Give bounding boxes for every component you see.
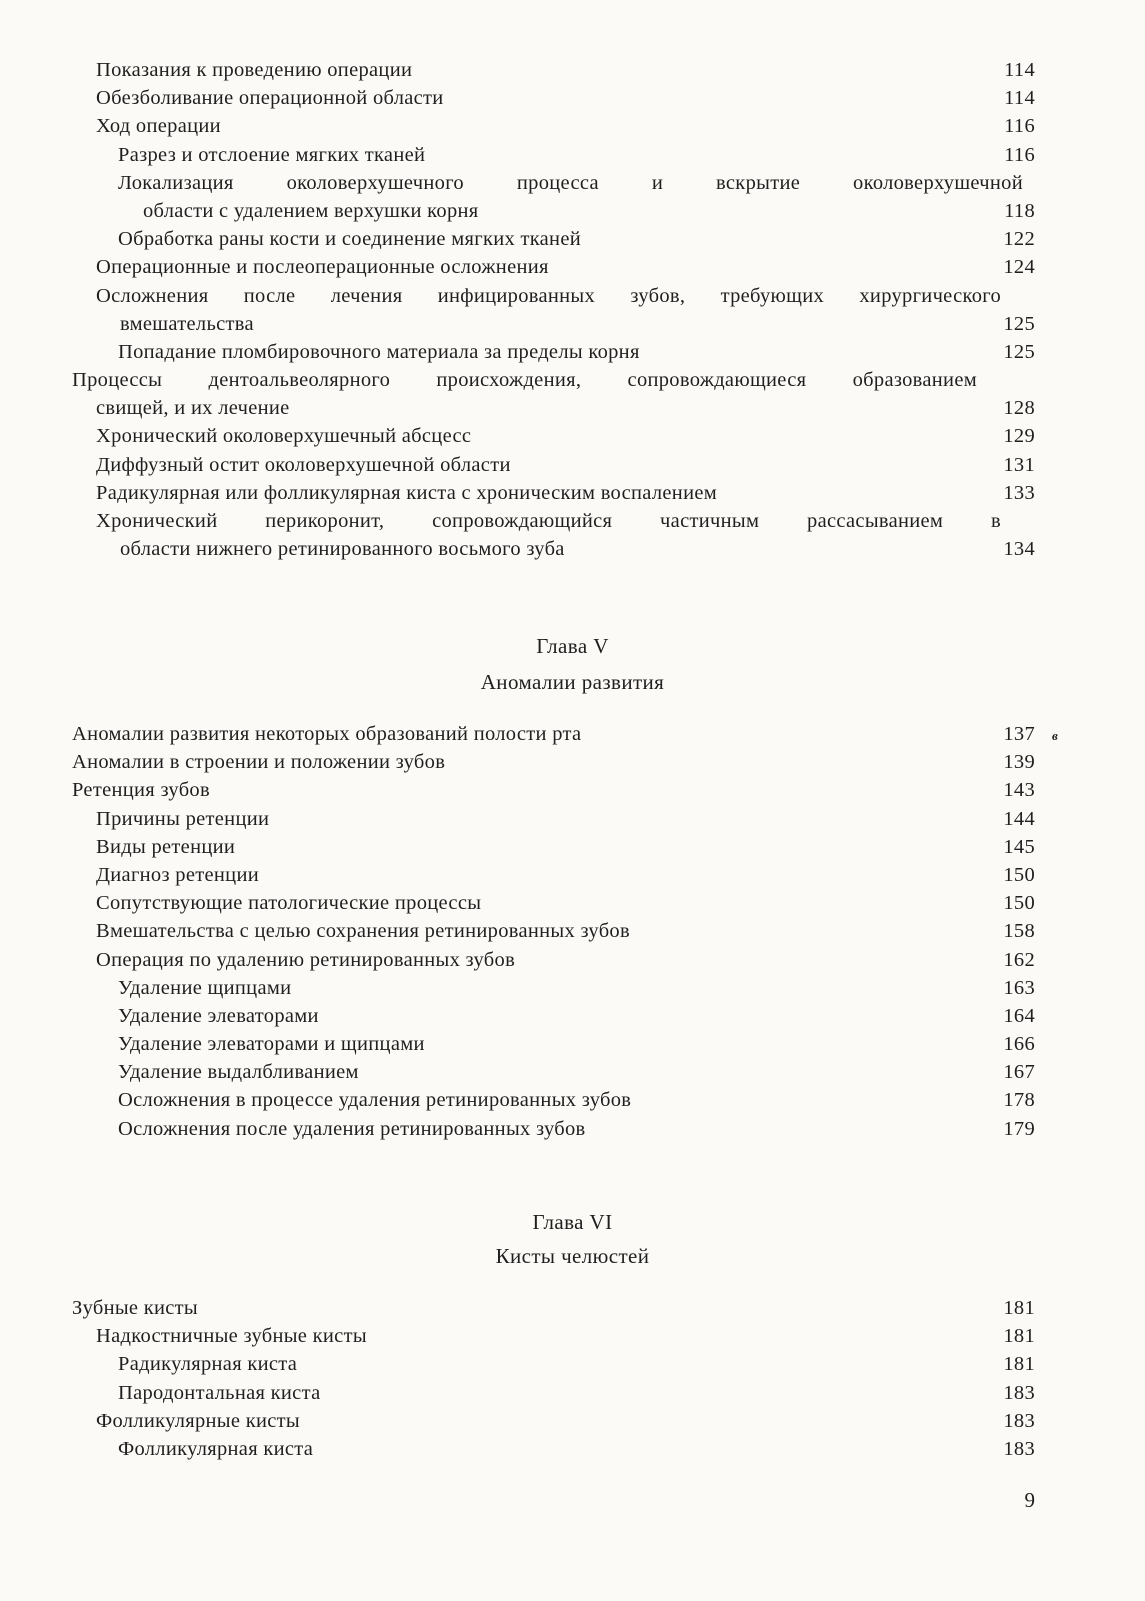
toc-entry-title: Попадание пломбировочного материала за пределы корня — [118, 340, 640, 363]
toc-entry — [0, 422, 1145, 450]
toc-entry-title: Разрез и отслоение мягких тканей — [118, 143, 426, 166]
toc-entry — [0, 507, 1145, 535]
toc-entry-title: Операционные и послеоперационные осложнения — [96, 256, 549, 279]
toc-entry-title: Обезболивание операционной области — [96, 87, 444, 110]
toc-entry-title: Диагноз ретенции — [96, 863, 259, 886]
toc-entry — [0, 805, 1145, 833]
toc-entry — [0, 84, 1145, 112]
toc-entry — [0, 946, 1145, 974]
toc-entry-title: Аномалии развития некоторых образований полости рта — [72, 723, 582, 745]
toc-entry — [0, 1058, 1145, 1086]
toc-entry-title: Обработка раны кости и соединение мягких тканей — [118, 228, 581, 251]
toc-entry-title: Вмешательства с целью сохранения ретинированных зубов — [96, 920, 630, 943]
toc-entry — [0, 720, 1145, 748]
toc-entry-title: Радикулярная или фолликулярная киста с хроническим воспалением — [96, 481, 718, 504]
toc-entry-page: 133 — [1003, 481, 1035, 504]
toc-entry-page: 124 — [1003, 256, 1035, 279]
toc-entry-title: Зубные кисты — [72, 1297, 199, 1319]
toc-entry-page: 150 — [1003, 863, 1035, 886]
toc-entry-page: 137 — [1003, 723, 1035, 745]
toc-entry — [0, 338, 1145, 366]
toc-entry — [0, 225, 1145, 253]
toc-entry-page: 114 — [1004, 87, 1035, 110]
chapter-6-title: Кисты челюстей — [495, 1244, 650, 1268]
toc-entry-page: 118 — [1004, 199, 1035, 222]
toc-entry — [0, 282, 1145, 310]
toc-entry — [0, 1407, 1145, 1435]
chapter-5-label: Глава V — [536, 634, 609, 658]
chapter-5-title: Аномалии развития — [480, 670, 665, 694]
toc-entry — [0, 394, 1145, 422]
toc-entry-page: 131 — [1003, 453, 1035, 476]
toc-entry-title: Аномалии в строении и положении зубов — [72, 751, 446, 774]
toc-entry-title: Хронический перикоронит, сопровождающийся частичным рассасыванием в — [96, 510, 1001, 532]
toc-entry — [0, 1294, 1145, 1322]
toc-entry — [0, 1086, 1145, 1114]
chapter-6-entries — [0, 1294, 1145, 1463]
toc-entry — [0, 776, 1145, 804]
toc-entry — [0, 169, 1145, 197]
toc-entry-page: 145 — [1003, 835, 1035, 858]
toc-entry — [0, 253, 1145, 281]
toc-entry-title: вмешательства — [120, 312, 254, 335]
toc-entry-title: Хронический околоверхушечный абсцесс — [96, 425, 472, 448]
toc-entry-page: 181 — [1003, 1297, 1035, 1319]
toc-entry-title: Показания к проведению операции — [96, 59, 413, 81]
toc-entry-title: Осложнения после удаления ретинированных зубов — [118, 1117, 586, 1140]
toc-entry-title: Локализация околоверхушечного процесса и вскрытие околоверхушечной — [118, 171, 1023, 194]
toc-entry-title: области нижнего ретинированного восьмого зуба — [120, 538, 565, 561]
toc-entry — [0, 833, 1145, 861]
toc-entry — [0, 56, 1145, 84]
toc-entry-title: Надкостничные зубные кисты — [96, 1325, 367, 1348]
chapter-5-entries — [0, 720, 1145, 1143]
toc-entry-title: Удаление выдалбливанием — [118, 1061, 359, 1084]
toc-entry-title: Фолликулярная киста — [118, 1437, 314, 1460]
toc-entry — [0, 1002, 1145, 1030]
margin-mark: в — [1052, 728, 1058, 743]
toc-entry — [0, 451, 1145, 479]
toc-entry-page: 139 — [1003, 751, 1035, 774]
toc-entry-page: 128 — [1003, 397, 1035, 420]
toc-section-continued — [0, 56, 1145, 563]
toc-entry-title: свищей, и их лечение — [96, 397, 290, 420]
toc-entry — [0, 197, 1145, 225]
toc-entry-title: Сопутствующие патологические процессы — [96, 892, 482, 915]
toc-entry-title: Осложнения в процессе удаления ретинированных зубов — [118, 1089, 632, 1112]
toc-entry-page: 183 — [1003, 1409, 1035, 1432]
toc-entry — [0, 112, 1145, 140]
toc-entry-title: области с удалением верхушки корня — [143, 199, 479, 222]
toc-entry-page: 181 — [1003, 1325, 1035, 1348]
toc-entry — [0, 917, 1145, 945]
toc-entry-title: Фолликулярные кисты — [96, 1409, 300, 1432]
toc-entry — [0, 141, 1145, 169]
toc-entry — [0, 1350, 1145, 1378]
toc-entry — [0, 535, 1145, 563]
toc-entry — [0, 748, 1145, 776]
toc-entry-page: 125 — [1003, 340, 1035, 363]
toc-entry — [0, 366, 1145, 394]
toc-entry-page: 183 — [1003, 1437, 1035, 1460]
toc-entry — [0, 861, 1145, 889]
toc-entry-page: 116 — [1004, 115, 1035, 138]
toc-entry-page: 144 — [1003, 807, 1035, 830]
toc-entry-page: 164 — [1003, 1004, 1035, 1027]
toc-entry-page: 150 — [1003, 892, 1035, 915]
toc-entry — [0, 1435, 1145, 1463]
toc-entry-title: Удаление элеваторами и щипцами — [118, 1033, 425, 1056]
toc-entry-title: Процессы дентоальвеолярного происхождения, сопровождающиеся образованием — [72, 369, 977, 392]
toc-entry-page: 162 — [1003, 948, 1035, 971]
toc-entry-page: 167 — [1003, 1061, 1035, 1084]
toc-entry-page: 129 — [1003, 425, 1035, 448]
toc-entry-page: 114 — [1004, 59, 1035, 81]
toc-entry-page: 181 — [1003, 1353, 1035, 1376]
toc-entry-title: Пародонтальная киста — [118, 1381, 321, 1404]
toc-entry-page: 122 — [1003, 228, 1035, 251]
chapter-6-label: Глава VI — [532, 1210, 613, 1234]
toc-entry-title: Ход операции — [96, 115, 221, 138]
toc-entry-title: Удаление элеваторами — [118, 1004, 319, 1027]
toc-entry-title: Радикулярная киста — [118, 1353, 298, 1376]
toc-entry-page: 179 — [1003, 1117, 1035, 1140]
toc-entry-page: 158 — [1003, 920, 1035, 943]
toc-entry-page: 116 — [1004, 143, 1035, 166]
toc-entry-title: Операция по удалению ретинированных зубов — [96, 948, 516, 971]
toc-entry-title: Осложнения после лечения инфицированных зубов, требующих хирургического — [96, 284, 1001, 307]
toc-entry-title: Виды ретенции — [96, 835, 236, 858]
toc-entry — [0, 889, 1145, 917]
toc-entry — [0, 479, 1145, 507]
toc-entry-page: 166 — [1003, 1033, 1035, 1056]
toc-entry-page: 178 — [1003, 1089, 1035, 1112]
toc-entry — [0, 1030, 1145, 1058]
toc-entry — [0, 1379, 1145, 1407]
toc-entry — [0, 974, 1145, 1002]
toc-entry-title: Причины ретенции — [96, 807, 270, 830]
toc-entry — [0, 1322, 1145, 1350]
toc-entry — [0, 310, 1145, 338]
toc-entry-title: Ретенция зубов — [72, 779, 210, 802]
toc-entry — [0, 1115, 1145, 1143]
toc-entry-title: Диффузный остит околоверхушечной области — [96, 453, 511, 476]
toc-entry-page: 125 — [1003, 312, 1035, 335]
toc-entry-page: 183 — [1003, 1381, 1035, 1404]
toc-entry-page: 143 — [1003, 779, 1035, 802]
toc-entry-title: Удаление щипцами — [118, 976, 292, 999]
toc-entry-page: 163 — [1003, 976, 1035, 999]
toc-entry-page: 134 — [1003, 538, 1035, 561]
page-number: 9 — [1024, 1488, 1035, 1512]
